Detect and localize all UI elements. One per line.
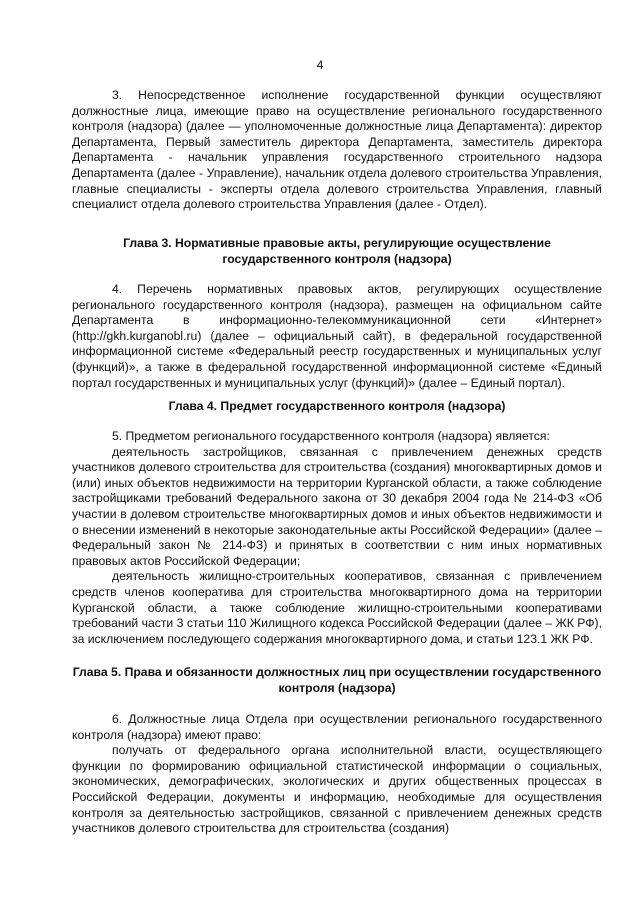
paragraph-5a: деятельность застройщиков, связанная с привлечением денежных средств участников долевого строительства для строительства (создания) многоквартирных домов и (или) иных объектов недвижимости на территории Курганской области, а также соблюдение застройщиками требований Федерального закона от 30 декабря 2004 года № 214-ФЗ «Об участии в долевом строительстве многоквартирных домов и иных объектов недвижимости и о внесении изменений в некоторые законодательные акты Российской Федерации» (далее – Федеральный закон № 214-ФЗ) и принятых в соответствии с ним иных нормативных правовых актов Российской Федерации; (72, 444, 602, 568)
chapter-3-title: Глава 3. Нормативные правовые акты, регулирующие осуществление государственного контроля (надзора) (123, 236, 551, 266)
chapter-4-title: Глава 4. Предмет государственного контроля (надзора) (168, 399, 506, 413)
chapter-5 (72, 665, 602, 696)
paragraph-3: 3. Непосредственное исполнение государственной функции осуществляют должностные лица, имеющие право на осуществление регионального государственного контроля (надзора) (далее — уполномоченные должностные лица Департамента): директор Департамента, Первый заместитель директора Департамента, заместитель директора Департамента - начальник управления государственного строительного надзора Департамента (далее - Управление), начальник отдела долевого строительства Управления, главные специалисты - эксперты отдела долевого строительства Управления, главный специалист отдела долевого строительства Управления (далее - Отдел). (72, 88, 602, 212)
section-6 (72, 712, 602, 837)
section-4 (72, 282, 602, 391)
paragraph-5b: деятельность жилищно-строительных кооперативов, связанная с привлечением средств членов кооператива для строительства многоквартирного дома на территории Курганской области, а также соблюдение жилищно-строительными кооперативами требований части 3 статьи 110 Жилищного кодекса Российской Федерации (далее – ЖК РФ), за исключением последующего содержания многоквартирного дома, и статьи 123.1 ЖК РФ. (72, 569, 602, 646)
chapter-5-title: Глава 5. Права и обязанности должностных лиц при осуществлении государственного контроля (надзора) (72, 665, 602, 695)
section-3 (72, 88, 602, 213)
paragraph-4: 4. Перечень нормативных правовых актов, регулирующих осуществление регионального государственного контроля (надзора), размещен на официальном сайте Департамента в информационно-телекоммуникационной сети «Интернет» (http://gkh.kurganobl.ru) (далее – официальный сайт), в федеральной государственной информационной системе «Федеральный реестр государственных и муниципальных услуг (функций)», а также в федеральной государственной информационной системе «Единый портал государственных и муниципальных услуг (функций)» (далее – Единый портал). (72, 282, 602, 390)
chapter-4 (72, 399, 602, 415)
page-number: 4 (316, 58, 324, 72)
section-5 (72, 429, 602, 647)
paragraph-5: 5. Предметом регионального государственного контроля (надзора) является: (112, 429, 550, 443)
paragraph-6: 6. Должностные лица Отдела при осуществлении регионального государственного контроля (надзора) имеют право: (72, 712, 602, 742)
paragraph-6a: получать от федерального органа исполнительной власти, осуществляющего функции по формированию официальной статистической информации о социальных, экономических, демографических, экологических и других общественных процессах в Российской Федерации, документы и информацию, необходимые для осуществления контроля за деятельностью застройщиков, связанной с привлечением денежных средств участников долевого строительства для строительства (создания) (72, 743, 602, 836)
chapter-3 (72, 236, 602, 267)
